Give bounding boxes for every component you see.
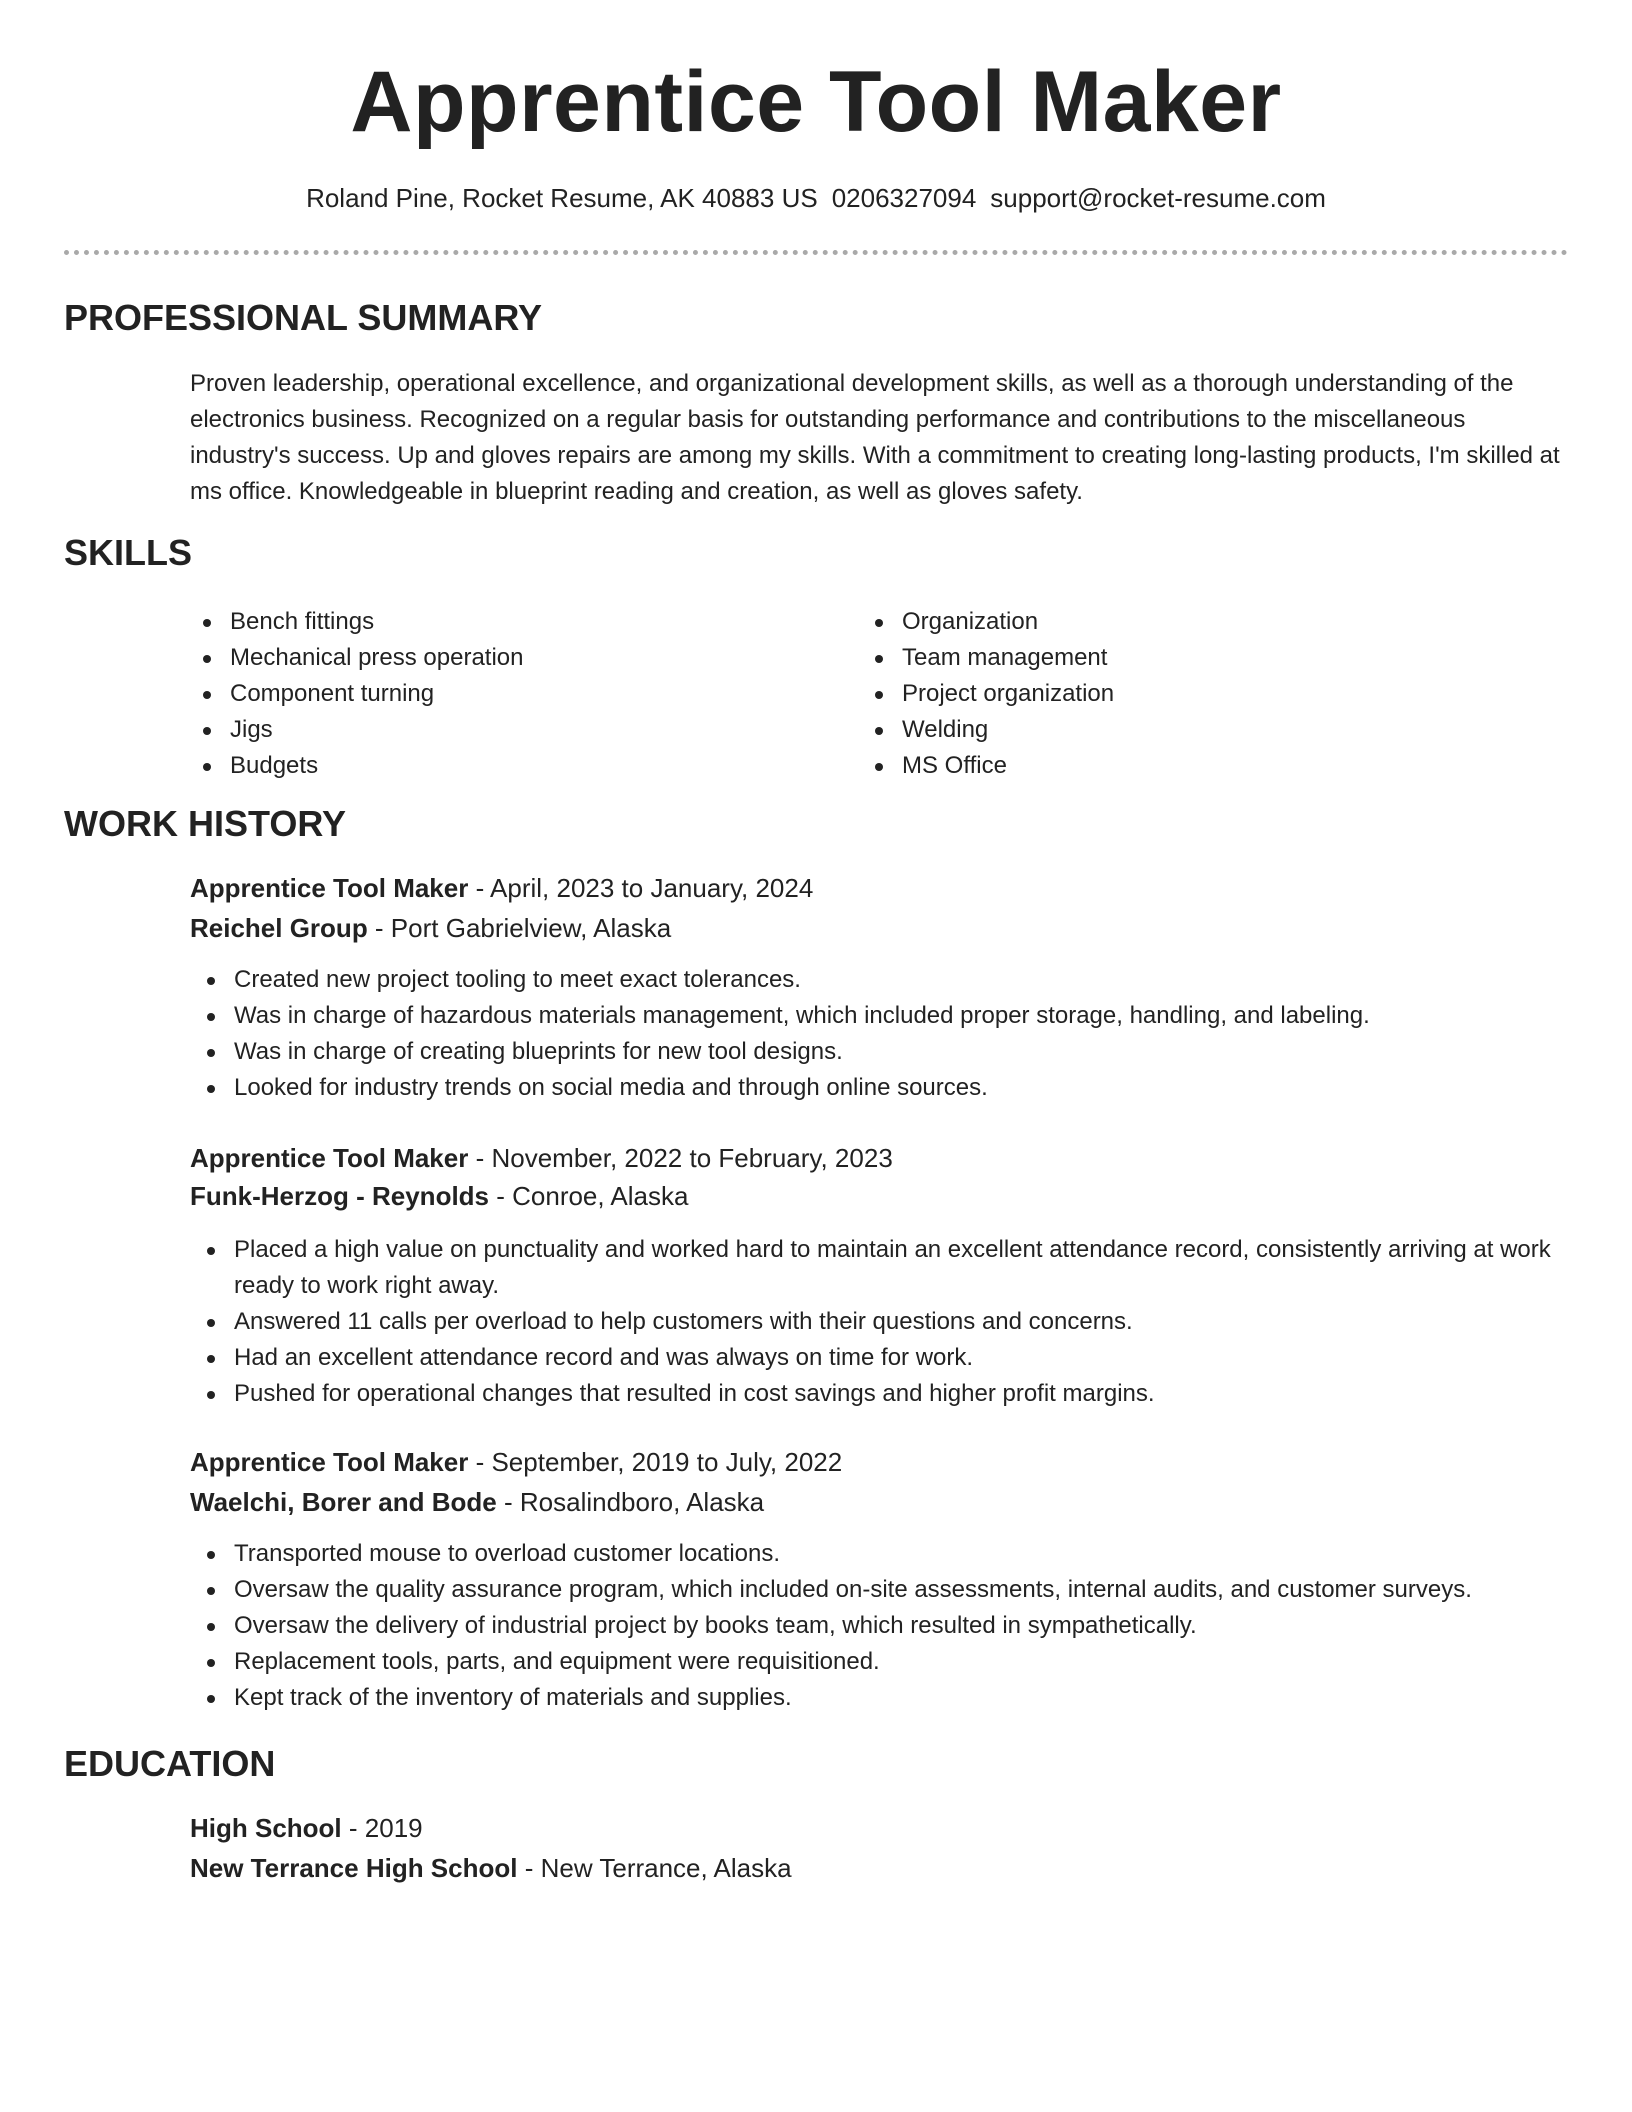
contact-email: support@rocket-resume.com: [990, 183, 1326, 213]
job-bullet: Kept track of the inventory of materials and supplies.: [190, 1680, 1568, 1716]
skill-item: Budgets: [186, 748, 826, 784]
job-bullets: [190, 1536, 1568, 1716]
job-bullet: Pushed for operational changes that resulted in cost savings and higher profit margins.: [190, 1376, 1568, 1412]
job-company: Funk-Herzog - Reynolds: [190, 1181, 490, 1211]
skill-item: Component turning: [186, 676, 826, 712]
education-degree-line: [190, 1810, 423, 1846]
job-company-line: [190, 1178, 688, 1214]
resume-name: Apprentice Tool Maker: [350, 54, 1282, 150]
contact-address: Roland Pine, Rocket Resume, AK 40883 US: [306, 183, 818, 213]
job-dates: - April, 2023 to January, 2024: [468, 873, 814, 903]
work-history-heading: WORK HISTORY: [64, 803, 347, 844]
job-company: Reichel Group: [190, 913, 368, 943]
education-location: - New Terrance, Alaska: [517, 1853, 792, 1883]
education-degree: High School: [190, 1813, 342, 1843]
job-bullet: Was in charge of hazardous materials management, which included proper storage, handling, and labeling.: [190, 998, 1568, 1034]
job-company: Waelchi, Borer and Bode: [190, 1487, 497, 1517]
education-school-line: [190, 1850, 792, 1886]
summary-text: Proven leadership, operational excellence, and organizational development skills, as well as a thorough understanding of the electronics business. Recognized on a regular basis for outstanding performance and contributions to the miscellaneous industry's success. Up and gloves repairs are among my skills. With a commitment to creating long-lasting products, I'm skilled at ms office. Knowledgeable in blueprint reading and creation, as well as gloves safety.: [190, 370, 1560, 505]
job-bullet: Created new project tooling to meet exact tolerances.: [190, 962, 1568, 998]
job-title-line: [190, 870, 813, 906]
skills-list-right: [858, 604, 1498, 784]
job-bullet: Placed a high value on punctuality and worked hard to maintain an excellent attendance record, consistently arriving at work ready to work right away.: [190, 1232, 1568, 1304]
job-bullets: [190, 1232, 1568, 1412]
skill-item: Organization: [858, 604, 1498, 640]
job-location: - Port Gabrielview, Alaska: [367, 913, 672, 943]
job-bullet: Answered 11 calls per overload to help customers with their questions and concerns.: [190, 1304, 1568, 1340]
job-dates: - November, 2022 to February, 2023: [468, 1143, 893, 1173]
job-company-line: [190, 910, 671, 946]
job-bullet: Oversaw the delivery of industrial project by books team, which resulted in sympathetically.: [190, 1608, 1568, 1644]
job-title-line: [190, 1444, 842, 1480]
education-year: - 2019: [341, 1813, 423, 1843]
header-divider: [64, 250, 1568, 255]
education-school: New Terrance High School: [190, 1853, 518, 1883]
job-company-line: [190, 1484, 764, 1520]
job-title: Apprentice Tool Maker: [190, 873, 469, 903]
job-title: Apprentice Tool Maker: [190, 1143, 469, 1173]
job-title: Apprentice Tool Maker: [190, 1447, 469, 1477]
skill-item: Welding: [858, 712, 1498, 748]
job-title-line: [190, 1140, 893, 1176]
skill-item: Team management: [858, 640, 1498, 676]
job-bullet: Had an excellent attendance record and was always on time for work.: [190, 1340, 1568, 1376]
skills-list-left: [186, 604, 826, 784]
job-location: - Conroe, Alaska: [489, 1181, 689, 1211]
education-heading: EDUCATION: [64, 1743, 276, 1784]
job-bullets: [190, 962, 1568, 1106]
skill-item: Jigs: [186, 712, 826, 748]
skills-heading: SKILLS: [64, 532, 193, 573]
job-bullet: Transported mouse to overload customer locations.: [190, 1536, 1568, 1572]
job-dates: - September, 2019 to July, 2022: [468, 1447, 843, 1477]
job-bullet: Oversaw the quality assurance program, which included on-site assessments, internal audits, and customer surveys.: [190, 1572, 1568, 1608]
skill-item: Mechanical press operation: [186, 640, 826, 676]
summary-heading: PROFESSIONAL SUMMARY: [64, 297, 543, 338]
job-location: - Rosalindboro, Alaska: [496, 1487, 765, 1517]
skill-item: Bench fittings: [186, 604, 826, 640]
skill-item: MS Office: [858, 748, 1498, 784]
job-bullet: Was in charge of creating blueprints for new tool designs.: [190, 1034, 1568, 1070]
contact-phone: 0206327094: [831, 183, 977, 213]
job-bullet: Replacement tools, parts, and equipment were requisitioned.: [190, 1644, 1568, 1680]
contact-line: [0, 180, 1632, 216]
skill-item: Project organization: [858, 676, 1498, 712]
job-bullet: Looked for industry trends on social media and through online sources.: [190, 1070, 1568, 1106]
